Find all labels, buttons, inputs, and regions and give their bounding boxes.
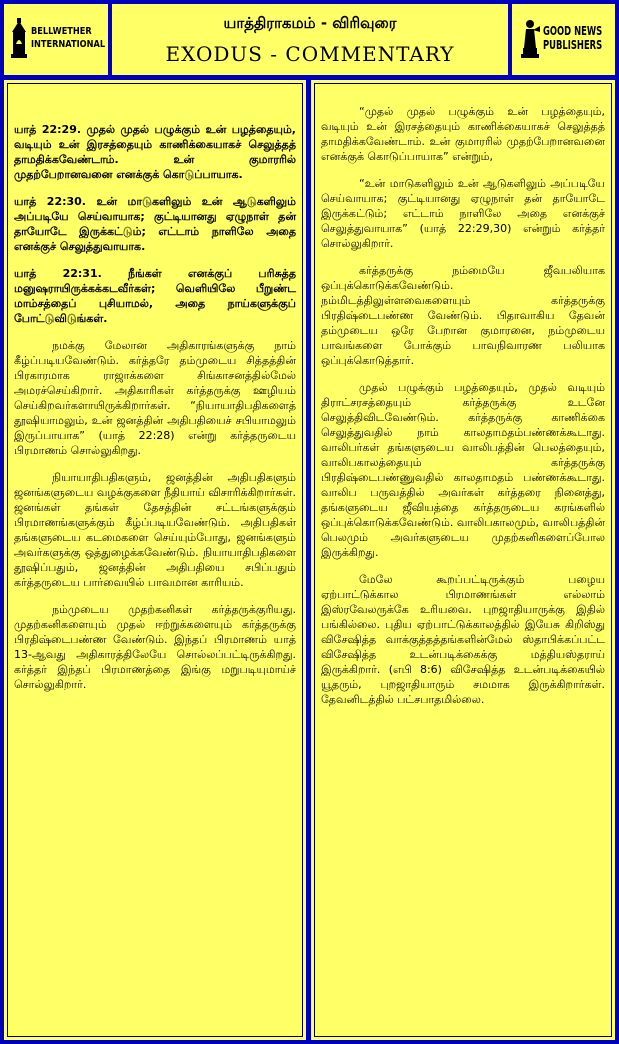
right-column (311, 80, 615, 1040)
left-column-text (14, 122, 296, 704)
left-column (4, 80, 306, 1040)
bell-tower-icon (10, 18, 28, 58)
commentary-paragraph: முதல் பழுக்கும் பழத்தையும், முதல் வடியும் திராட்சரசத்தையும் கர்த்தருக்கு உடனே செலுத்திவிடவேண்டும். கர்த்தருக்கு காணிக்கை செலுத்துவதில் நாம் காலதாமதம்பண்ணக்கூடாது. வாலிபர்கள் தங்களுடைய வாலிபத்தின் பெலத்தையும், வாலிபகாலத்தையும் கர்த்தருக்கு பிரதிஷ்டைபண்ணுவதில் காலதாமதம் பண்ணக்கூடாது. வாலிப பருவத்தில் அவர்கள் கர்த்தரை நினைத்து, தங்களுடைய ஜீவியத்தை கர்த்தருடைய கரங்களில் ஒப்புக்கொடுக்கவேண்டும். வாலிபகாலமும், வாலிபத்தின் பெலமும் அவர்களுடைய முதற்கனிகளைப்போல இருக்கிறது. (321, 381, 606, 559)
title-tamil: யாத்திராகமம் - விரிவுரை (223, 14, 397, 32)
logo-line1: BELLWETHER (31, 26, 92, 37)
title-english: EXODUS - COMMENTARY (165, 42, 455, 66)
commentary-paragraph: நியாயாதிபதிகளும், ஜனத்தின் அதிபதிகளும் ஜனங்களுடைய வழக்குகளை நீதியாய் விசாரிக்கிறார்கள். ஜனங்கள் தங்கள் தேசத்தின் சட்டங்களுக்கும் பிரமாணங்களுக்கும் கீழ்ப்படியவேண்டும். அதிபதிகள் தங்களுடைய கடமைகளை செய்யும்போது, ஜனங்களும் அவர்களுக்கு ஒத்துழைக்கவேண்டும். நியாயாதிபதிகளை தூஷிப்பதும், ஜனத்தின் அதிபதியை சபிப்பதும் கர்த்தருடைய பார்வையில் பாவமான காரியம். (14, 471, 296, 589)
header-left-panel (4, 4, 108, 75)
quote-paragraph: “உன் மாடுகளிலும் உன் ஆடுகளிலும் அப்படியே செய்வாயாக; குட்டியானது ஏழுநாள் தன் தாயோடே இருக்கட்டும்; எட்டாம் நாளிலே அதை எனக்குச் செலுத்துவாயாக” (யாத் 22:29,30) என்றும் கர்த்தர் சொல்லுகிறார். (321, 177, 605, 250)
header-title-panel (112, 4, 508, 75)
commentary-paragraph: நம்முடைய முதற்கனிகள் கர்த்தருக்குரியது. முதற்கனிகளையும் முதல் ஈற்றுக்களையும் கர்த்தருக்கு பிரதிஷ்டைபண்ண வேண்டும். இந்தப் பிரமாணம் யாத் 13-ஆவது அதிகாரத்திலேயே சொல்லப்பட்டிருக்கிறது. கர்த்தர் இந்தப் பிரமாணத்தை இங்கு மறுபடியுமாய்ச் சொல்லுகிறார். (14, 603, 296, 691)
verse-22-31: யாத் 22:31. நீங்கள் எனக்குப் பரிசுத்த மனுஷராயிருக்கக்கடவீர்கள்; வெளியிலே பீறுண்ட மாம்சத்தைப் புசியாமல், அதை நாய்களுக்குப் போட்டுவிடுங்கள். (14, 267, 296, 325)
header-right-panel (512, 4, 615, 75)
commentary-paragraph: மேலே கூறப்பட்டிருக்கும் பழைய ஏற்பாட்டுக்கால பிரமாணங்கள் எல்லாம் இஸ்ரவேலருக்கே உரியவை. புறஜாதியாருக்கு இதில் பங்கில்லை. புதிய ஏற்பாட்டுக்காலத்தில் இயேசு கிறிஸ்து விசேஷித்த வாக்குத்தத்தங்களின்மேல் ஸ்தாபிக்கப்பட்ட விசேஷித்த உடன்படிக்கைக்கு மத்தியஸ்தராய் இருக்கிறார். (எபி 8:6) விசேஷித்த உடன்படிக்கையில் யூதரும், புறஜாதியாரும் சமமாக இருக்கிறார்கள். தேவனிடத்தில் பட்சபாதமில்லை. (321, 573, 605, 706)
commentary-paragraph: கர்த்தருக்கு நம்மையே ஜீவபலியாக ஒப்புக்கொடுக்கவேண்டும். நம்மிடத்திலுள்ளவைகளையும் கர்த்தருக்கு பிரதிஷ்டைபண்ண வேண்டும். பிதாவாகிய தேவன் தம்முடைய ஒரே பேறான குமாரனை, நம்முடைய பாவங்களை போக்கும் பாவநிவாரண பலியாக ஒப்புக்கொடுத்தார். (321, 264, 605, 367)
right-column-text (321, 104, 605, 719)
verse-22-29: யாத் 22:29. முதல் முதல் பழுக்கும் உன் பழத்தையும், வடியும் உன் இரசத்தையும் காணிக்கையாகச் செலுத்தத் தாமதிக்கவேண்டாம். உன் குமாரரில் முதற்பேறானவனை எனக்குக் கொடுப்பாயாக. (14, 123, 296, 181)
logo-line2: INTERNATIONAL (31, 39, 106, 50)
quote-paragraph: “முதல் முதல் பழுக்கும் உன் பழத்தையும், வடியும் உன் இரசத்தையும் காணிக்கையாகச் செலுத்தத் தாமதிக்கவேண்டாம். உன் குமாரரில் முதற்பேறானவனை எனக்குக் கொடுப்பாயாக” என்றும், (321, 105, 605, 163)
logo-line1: GOOD NEWS (543, 24, 603, 38)
bellwether-logo (10, 18, 121, 58)
logo-line2: PUBLISHERS (543, 38, 603, 52)
trumpeter-icon (520, 18, 540, 58)
commentary-paragraph: நமக்கு மேலான அதிகாரங்களுக்கு நாம் கீழ்ப்படியவேண்டும். கர்த்தரே தம்முடைய சித்தத்தின் பிரகாரமாக ராஜாக்களை சிங்காசனத்தில்மேல் அமரச்செய்கிறார். அதிகாரிகள் கர்த்தருக்கு ஊழியம் செய்கிறவர்களாயிருக்கிறார்கள். “நியாயாதிபதிகளைத் தூஷியாமலும், உன் ஜனத்தின் அதிபதியைச் சபியாமலும் இருப்பாயாக” (யாத் 22:28) என்று கர்த்தருடைய பிரமாணம் சொல்லுகிறது. (14, 339, 296, 457)
verse-22-30: யாத் 22:30. உன் மாடுகளிலும் உன் ஆடுகளிலும் அப்படியே செய்வாயாக; குட்டியானது ஏழுநாள் தன் தாயோடே இருக்கட்டும்; எட்டாம் நாளிலே அதை எனக்குச் செலுத்துவாயாக. (14, 195, 296, 253)
good-news-logo (520, 18, 619, 58)
